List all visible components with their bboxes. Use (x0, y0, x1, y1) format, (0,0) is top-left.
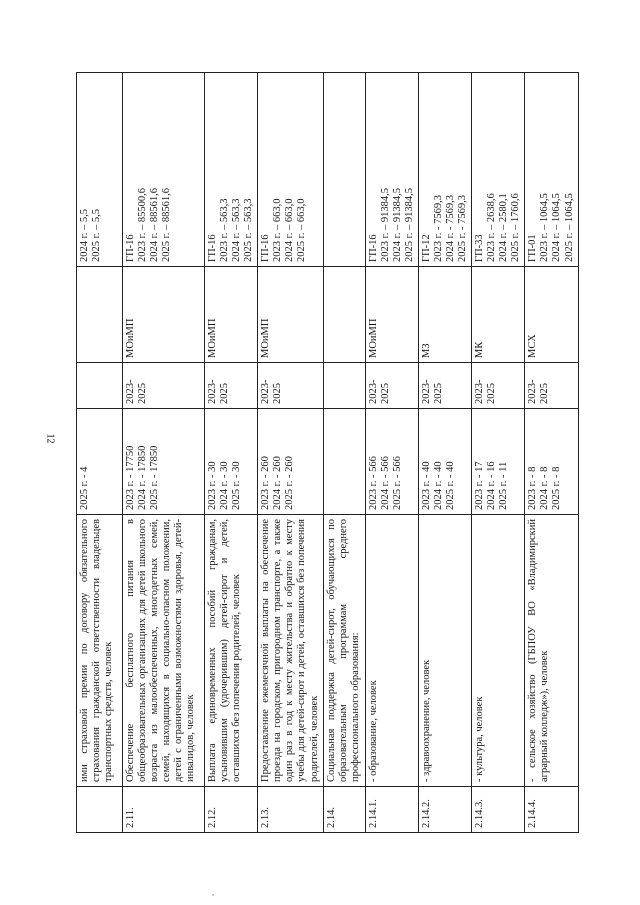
funding-value: 2024 г. - 7569,3 (444, 195, 456, 262)
funding-value: 2023 г. – 663,0 (272, 198, 284, 262)
funding-value: 2025 г. - 7569,3 (457, 195, 468, 262)
funding-value: 2023 г. – 1064,5 (539, 193, 551, 262)
scan-mark: , (212, 888, 214, 897)
responsible-org: МОиМП (365, 267, 418, 363)
funding-value: 2025 г. – 663,0 (296, 198, 308, 262)
period: 2023-2025 (418, 363, 471, 409)
indicator-value: 2024 г. - 16 (486, 461, 498, 510)
funding-value: ГП-16 (260, 234, 272, 262)
indicator-values (365, 409, 418, 515)
row-number: 2.14.2. (418, 787, 471, 833)
funding-value: 2024 г. – 88561,6 (149, 188, 161, 262)
rotated-table-container (76, 73, 575, 833)
responsible-org (323, 267, 365, 363)
period: 2023-2025 (258, 363, 323, 409)
funding (365, 73, 418, 267)
funding-value: ГП-16 (367, 234, 379, 262)
measure-description: Предоставление ежемесячной выплаты на обеспечение проезда на городском, пригородном транспорте, а также один раз в год к месту жительства и обратно к месту учебы для детей-сирот и детей, оставшихся без попечения родителей, человек (258, 515, 323, 787)
table-row (323, 73, 365, 833)
indicator-value: 2025 г. - 8 (551, 466, 563, 510)
indicator-value: 2023 г. - 8 (527, 466, 539, 510)
measure-description: - культура, человек (472, 515, 525, 787)
indicator-value: 2025 г. - 30 (231, 461, 243, 510)
row-number: 2.14.1. (365, 787, 418, 833)
page-number: 12 (44, 433, 56, 444)
funding (323, 73, 365, 267)
indicator-value: 2024 г. - 8 (539, 466, 551, 510)
indicator-value: 2024 г. - 260 (272, 456, 284, 510)
funding-value: ГП-16 (207, 234, 218, 262)
indicator-value: 2024 г. - 30 (219, 461, 231, 510)
row-number: 2.14.4. (525, 787, 579, 833)
table-row (472, 73, 525, 833)
funding-value: 2025 г. – 88561,6 (161, 188, 173, 262)
period: 2023-2025 (365, 363, 418, 409)
indicator-value: 2023 г. - 30 (207, 461, 218, 510)
measure-description: Социальная поддержка детей-сирот, обучающихся по образовательным программам среднего профессионального образования: (323, 515, 365, 787)
indicator-value: 2025 г. - 40 (444, 461, 456, 510)
indicator-values (323, 409, 365, 515)
period: 2023-2025 (205, 363, 258, 409)
indicator-values (77, 409, 123, 515)
funding (205, 73, 258, 267)
indicator-value: 2023 г. - 17 (474, 461, 486, 510)
table-row (77, 73, 123, 833)
table-row (123, 73, 205, 833)
measure-description: Обеспечение бесплатного питания в общеобразовательных организациях для детей школьного возраста из малообеспеченных, многодетных семей, семей, находящихся в социально-опасном положении, детей с ограниченными возможностями здоровья, детей-инвалидов, человек (123, 515, 205, 787)
indicator-value: 2025 г. - 566 (391, 456, 403, 510)
indicator-value: 2025 г. - 11 (498, 461, 510, 510)
funding-value: 2023 г. – 91384,5 (379, 188, 391, 262)
indicator-value: 2024 г. - 566 (379, 456, 391, 510)
indicator-value: 2025 г. - 260 (284, 456, 296, 510)
funding-value: 2025 г. – 1064,5 (563, 193, 575, 262)
funding (525, 73, 579, 267)
funding-value: 2023 г. – 2638,6 (486, 193, 498, 262)
indicator-value: 2024 г. - 40 (432, 461, 444, 510)
table-row (365, 73, 418, 833)
funding-value: 2025 г. – 1760,6 (510, 193, 522, 262)
responsible-org: МОиМП (258, 267, 323, 363)
funding-value: ГП-12 (420, 234, 432, 262)
funding-value: 2023 г. – 85500,6 (137, 188, 149, 262)
responsible-org: МК (472, 267, 525, 363)
row-number: 2.11. (123, 787, 205, 833)
row-number: 2.14. (323, 787, 365, 833)
indicator-value: 2025 г. - 17850 (149, 445, 161, 510)
row-number: 2.13. (258, 787, 323, 833)
indicator-value: 2023 г. - 17750 (125, 445, 136, 510)
indicator-values (205, 409, 258, 515)
responsible-org: МЗ (418, 267, 471, 363)
period (323, 363, 365, 409)
indicator-value: 2023 г. - 566 (367, 456, 379, 510)
measure-description: - здравоохранение, человек (418, 515, 471, 787)
funding-value: ГП-33 (474, 234, 486, 262)
indicator-values (123, 409, 205, 515)
table-row (258, 73, 323, 833)
funding (123, 73, 205, 267)
period: 2023-2025 (123, 363, 205, 409)
indicator-values (418, 409, 471, 515)
indicator-value: 2024 г. - 17850 (137, 445, 149, 510)
funding (472, 73, 525, 267)
indicator-value: 2023 г. - 260 (260, 456, 272, 510)
funding-value: 2024 г. – 1064,5 (551, 193, 563, 262)
measure-description: - сельское хозяйство (ГБПОУ ВО «Владимирский аграрный колледж»), человек (525, 515, 579, 787)
table-row (525, 73, 579, 833)
funding-value: ГП-01 (527, 234, 539, 262)
funding-value: 2023 г. - 7569,3 (432, 195, 444, 262)
period: 2023-2025 (472, 363, 525, 409)
funding-value: 2025 г. – 91384,5 (403, 188, 415, 262)
period: 2023-2025 (525, 363, 579, 409)
funding-value: ГП-16 (125, 234, 136, 262)
measure-description: ими страховой премии по договору обязательного страхования гражданской ответственности владельцев транспортных средств, человек (77, 515, 123, 787)
indicator-value: 2025 г. - 4 (79, 466, 90, 510)
row-number: 2.14.3. (472, 787, 525, 833)
measure-description: - образование, человек (365, 515, 418, 787)
funding-value: 2024 г. – 91384,5 (391, 188, 403, 262)
funding-value: 2024 г. – 563,3 (231, 198, 243, 262)
measure-description: Выплата единовременных пособий гражданам, усыновившим (удочерившим) детей-сирот и детей, оставшихся без попечения родителей, человек (205, 515, 258, 787)
indicator-value: 2023 г. - 40 (420, 461, 432, 510)
measures-table (76, 72, 579, 833)
row-number (77, 787, 123, 833)
funding-value: 2023 г. – 563,3 (219, 198, 231, 262)
responsible-org: МОиМП (123, 267, 205, 363)
funding-value: 2024 г. – 663,0 (284, 198, 296, 262)
funding (77, 73, 123, 267)
responsible-org: МСХ (525, 267, 579, 363)
funding (418, 73, 471, 267)
indicator-values (472, 409, 525, 515)
funding-value: 2024 г. – 2580,1 (498, 193, 510, 262)
period (77, 363, 123, 409)
funding-value: 2024 г. – 5,5 (79, 209, 90, 262)
indicator-values (258, 409, 323, 515)
funding (258, 73, 323, 267)
indicator-values (525, 409, 579, 515)
table-row (205, 73, 258, 833)
table-row (418, 73, 471, 833)
row-number: 2.12. (205, 787, 258, 833)
funding-value: 2025 г. – 563,3 (243, 198, 255, 262)
funding-value: 2025 г. – 5,5 (91, 209, 103, 262)
responsible-org (77, 267, 123, 363)
responsible-org: МОиМП (205, 267, 258, 363)
